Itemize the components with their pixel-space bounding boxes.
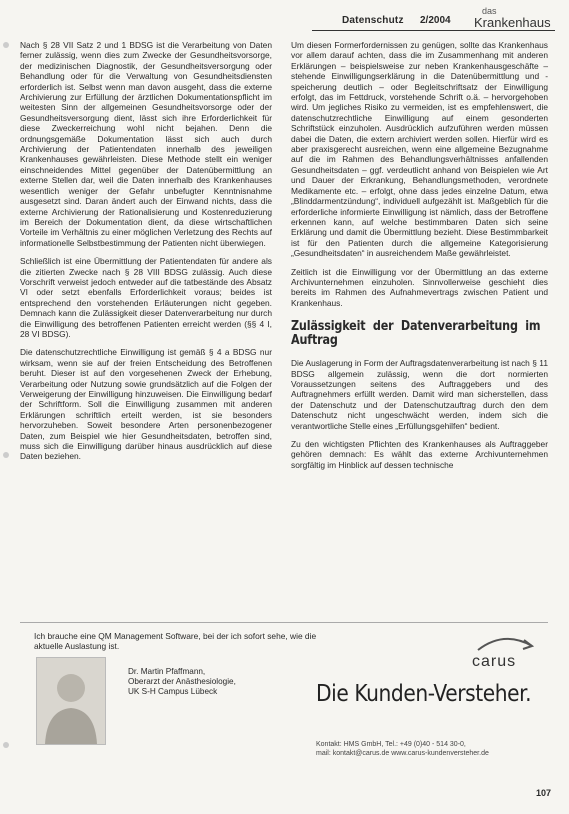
page-header [20,6,555,36]
ad-person-name: Dr. Martin Pfaffmann, [128,667,206,676]
right-paragraph-1: Um diesen Formerfordernissen zu genügen, sollte das Krankenhaus vor allem darauf achten, dass die im Zusammenhang mit anderen Erklärungen – beispielsweise zur neben Krankenhausgeschäfte – stehende Einwilligungserklärung in die Datenübermittlung und -speicherung deutlich – oder Begleitschriftsatz der Einwilligung erfolgt, das im Fettdruck, vorstehende Schrift o.ä. – hervorgehoben wird. Um jegliches Risiko zu vermeiden, ist es empfehlenswert, die datenschutzrechtliche Einwilligung auf einem gesonderten Schriftstück einzuholen. Ausdrücklich aufzuführen werden müssen dabei die Daten, die extern archiviert werden sollen. Hierfür wird es aber praxisgerecht ausreichen, wenn eine allgemeine Bezugnahme auf die im Rahmen des Behandlungsverhältnisses anfallenden Gesundheitsdaten – ggf. verdeutlicht anhand von Beispielen wie Art und Dauer der Erkrankung, Behandlungsmethoden, verordnete Medikamente etc. – erfolgt, ohne dass jedes einzelne Datum, etwa „Blinddarmentzündung“, individuell aufgezählt ist. Maßgeblich für die erforderliche informierte Einwilligung ist nämlich, dass der Betroffene erkennen kann, auf welche bestimmbaren Daten sich seine Erklärung und damit die Übermittlung bezieht. Diese Bestimmbarkeit ist für den Patienten durch die allgemeine Kategorisierung „Gesundheitsdaten“ in ausreichendem Maße gewährleistet. [291,40,548,259]
section-heading: Zulässigkeit der Datenverarbeitung im Auftrag [291,319,541,349]
ad-person-institution: UK S-H Campus Lübeck [128,687,218,696]
left-column [20,40,272,470]
header-rule [312,30,555,31]
right-column [291,40,548,478]
advertisement [20,622,548,773]
ad-contact-line-1: Kontakt: HMS GmbH, Tel.: +49 (0)40 - 514 30-0, [316,741,466,748]
right-paragraph-4: Zu den wichtigsten Pflichten des Krankenhauses als Auftraggeber gehören demnach: Es wählt das externe Archivunternehmen sorgfältig im Hinblick auf dessen technische [291,439,548,470]
binder-hole-mark [3,452,9,458]
left-paragraph-2: Schließlich ist eine Übermittlung der Patientendaten für andere als die zitierten Zwecke nach § 28 VIII BDSG zulässig. Auch diese Vorschrift verweist jedoch entweder auf die tatbestände des Absatz VI oder setzt ebenfalls Erforderlichkeit voraus; beides ist entsprechend den vorstehenden Erläuterungen nicht gegeben. Demnach kann die Zulässigkeit dieser Datenverarbeitung nur durch die Einwilligung des betroffenen Patienten erreicht werden (§§ 4 I, 28 VI BDSG). [20,256,272,339]
magazine-logo-small: das [482,6,497,16]
ad-portrait-photo [36,657,106,745]
ad-slogan: Die Kunden-Versteher. [316,681,532,707]
page-number: 107 [535,788,551,798]
binder-hole-mark [3,42,9,48]
ad-contact-line-2: mail: kontakt@carus.de www.carus-kundenversteher.de [316,750,489,757]
ad-contact [316,740,546,758]
binder-hole-mark [3,742,9,748]
right-paragraph-3: Die Auslagerung in Form der Auftragsdatenverarbeitung ist nach § 11 BDSG allgemein zulässig, wenn die dort normierten Voraussetzungen seitens des Auftraggebers und des Auftragnehmers erfüllt werden. Damit wird man sicherstellen, dass der Datenschutz und der Datenschutzauftrag durch den dem Datenschutz nicht ungeschwächt werden, indem sich die verantwortliche Stelle eines „Erfüllungsgehilfen“ bedient. [291,358,548,431]
ad-quote: Ich brauche eine QM Management Software, bei der ich sofort sehe, wie die aktuelle Auslastung ist. [34,631,317,652]
magazine-logo-main: Krankenhaus [474,15,551,30]
left-paragraph-3: Die datenschutzrechtliche Einwilligung ist gemäß § 4 a BDSG nur wirksam, wenn sie auf der freien Entscheidung des Betroffenen beruht. Dieser ist auf den vorgesehenen Zweck der Erhebung, Verarbeitung oder Nutzung sowie grundsätzlich auf die Folgen der Verweigerung der Einwilligung hinzuweisen. Die Einwilligung bedarf der Schriftform. Soll die Einwilligung zusammen mit anderen Erklärungen schriftlich erteilt werden, ist sie besonders hervorzuheben. Soweit besondere Arten personenbezogener Daten, zum Beispiel wie hier Gesundheitsdaten, betroffen sind, muss sich die Einwilligung darüber hinaus ausdrücklich auf diese Daten beziehen. [20,347,272,462]
magazine-logo [474,6,551,28]
left-paragraph-1: Nach § 28 VII Satz 2 und 1 BDSG ist die Verarbeitung von Daten ferner zulässig, wenn dies zum Zwecke der Gesundheitsvorsorge, der medizinischen Diagnostik, der Gesundheitsversorgung oder Behandlung oder für die Verwaltung von Gesundheitsdiensten erforderlich ist. Selbst wenn man davon ausgeht, dass die externe Archivierung zur Erfüllung der ärztlichen Dokumentationspflicht im weitesten Sinn der allgemeinen Gesundheitsvorsorge oder der Gesundheitsversorgung dient, lässt sich ihre Erforderlichkeit für diese Zweckerreichung wohl nicht bejahen. Denn die ordnungsgemäße Dokumentation lässt sich auch durch Archivierung der Patientendaten innerhalb des jeweiligen Krankenhauses gewährleisten. Diese Methode stellt ein weniger einschneidendes Mittel gegenüber der Datenübermittlung an externe Stellen dar, weil die Daten innerhalb des Krankenhauses wesentlich weniger der Gefahr unbefugter Kenntnisnahme ausgesetzt sind. Daran ändert auch der Einwand nichts, dass die externe Archivierung der Rationalisierung und Kostenreduzierung im Bereich der Dokumentation dient, da diese wirtschaftlichen Vorteile im Verhältnis zu einer möglichen Verletzung des Rechts auf informationelle Selbstbestimmung der Patienten nicht überwiegen. [20,40,272,248]
ad-logo-text: carus [472,653,517,670]
right-paragraph-2: Zeitlich ist die Einwilligung vor der Übermittlung an das externe Archivunternehmen einzuholen. Sinnvollerweise geschieht dies bereits im Rahmen des Aufnahmevertrags zwischen Patient und Krankenhaus. [291,266,548,308]
section-title: Datenschutz [342,15,404,26]
issue-number: 2/2004 [420,15,451,26]
ad-person-title: Oberarzt der Anästhesiologie, [128,677,236,686]
ad-person [128,667,236,697]
